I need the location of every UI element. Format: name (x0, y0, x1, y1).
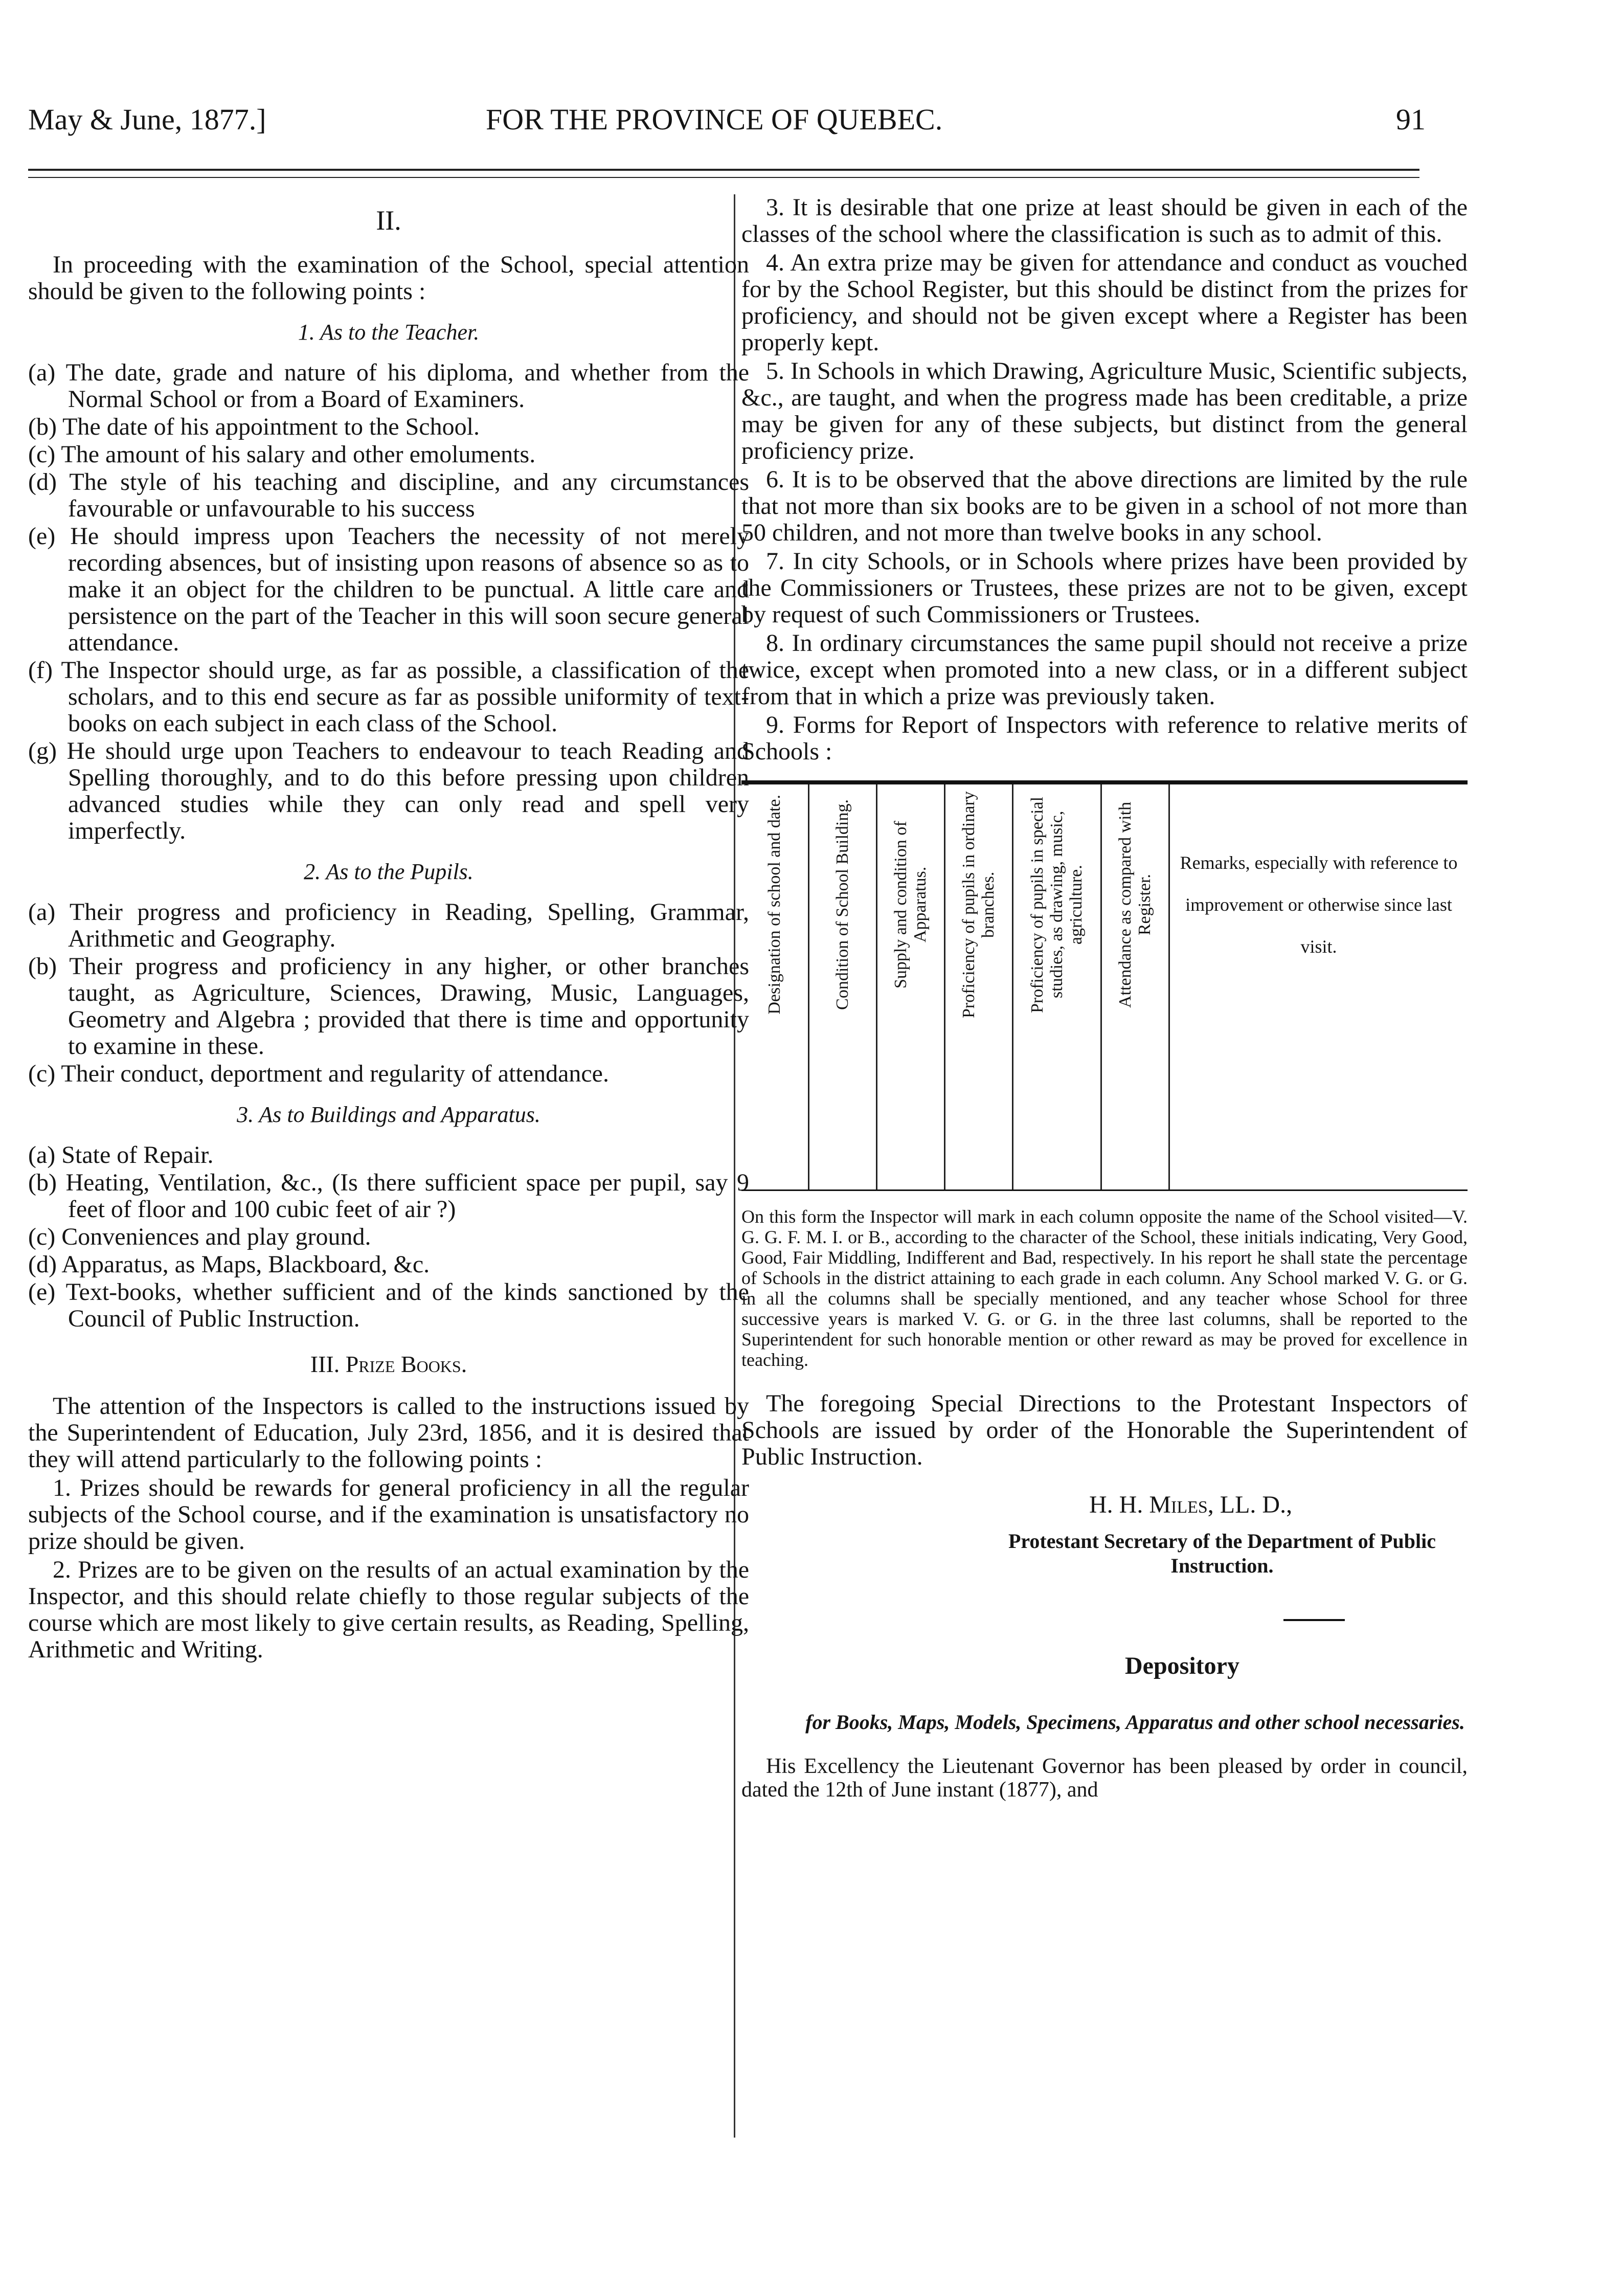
buildings-heading: 3. As to Buildings and Apparatus. (237, 1102, 540, 1127)
table-row (741, 1025, 1468, 1189)
form-cell (1013, 1025, 1101, 1189)
section-heading: II. (376, 205, 401, 236)
list-item: (c) The amount of his salary and other emoluments. (28, 441, 536, 468)
list-item: (d) Apparatus, as Maps, Blackboard, &c. (28, 1251, 430, 1278)
form-cell (741, 1025, 809, 1189)
prize-point: 3. It is desirable that one prize at least should be given in each of the classes of the school where the classification is such as to admit of this. (741, 194, 1468, 248)
prize-point: 8. In ordinary circumstances the same pupil should not receive a prize twice, except when promoted into a new class, or in a different subject from that in which a prize was previously taken. (741, 630, 1468, 710)
report-form-table (741, 780, 1468, 1191)
pupils-heading: 2. As to the Pupils. (304, 859, 473, 884)
header-rule-thin (28, 177, 1419, 178)
list-item: (a) Their progress and proficiency in Reading, Spelling, Grammar, Arithmetic and Geography. (28, 898, 750, 952)
page-number: 91 (1396, 103, 1426, 136)
form-cell (1169, 1025, 1468, 1189)
header-rule (28, 169, 1419, 171)
list-item: (g) He should urge upon Teachers to endeavour to teach Reading and Spelling thoroughly, and to do this before pressing upon children advanced studies while they can only read and spell very imperfectly. (28, 737, 750, 844)
left-column (28, 194, 749, 2167)
list-item: (b) The date of his appointment to the School. (28, 413, 480, 440)
form-cell (945, 1025, 1013, 1189)
prize-point: 5. In Schools in which Drawing, Agriculture Music, Scientific subjects, &c., are taught, and when the progress made has been creditable, a prize may be given for any of these subjects, but distinct from the general proficiency prize. (741, 357, 1468, 464)
form-column-header: Proficiency of pupils in ordinary branches. (945, 784, 1013, 1025)
depository-paragraph: His Excellency the Lieutenant Governor has been pleased by order in council, dated the 12th of June instant (1877), and (741, 1755, 1468, 1802)
signature-name: H. H. Miles, LL. D., (1089, 1491, 1293, 1518)
list-item: (e) Text-books, whether sufficient and of the kinds sanctioned by the Council of Public Instruction. (28, 1278, 749, 1332)
form-column-header: Designation of school and date. (741, 784, 809, 1025)
list-item: (b) Their progress and proficiency in any higher, or other branches taught, as Agriculture, Sciences, Drawing, Music, Languages, Geometry and Algebra ; provided that there is time and opportunity to examine in these. (28, 953, 749, 1060)
form-cell (1101, 1025, 1169, 1189)
prize-heading: III. Prize Books. (310, 1351, 467, 1377)
prize-intro: The attention of the Inspectors is called to the instructions issued by the Superintendent of Education, July 23rd, 1856, and it is desired that they will attend particularly to the following points : (28, 1392, 749, 1473)
signature-title: Protestant Secretary of the Department of Public Instruction. (1008, 1530, 1436, 1577)
form-cell (809, 1025, 877, 1189)
teacher-list (28, 360, 749, 844)
list-item: (f) The Inspector should urge, as far as possible, a classification of the scholars, and to this end secure as far as possible uniformity of text-books on each subject in each class of the School. (28, 657, 749, 737)
form-column-header: Proficiency of pupils in special studies, as drawing, music, agriculture. (1013, 784, 1101, 1025)
teacher-heading: 1. As to the Teacher. (298, 320, 480, 345)
form-remarks-header: Remarks, especially with reference to improvement or otherwise since last visit. (1180, 852, 1458, 957)
closing-paragraph: The foregoing Special Directions to the Protestant Inspectors of Schools are issued by order of the Honorable the Superintendent of Public Instruction. (741, 1390, 1468, 1470)
list-item: (c) Their conduct, deportment and regularity of attendance. (28, 1060, 609, 1087)
prize-point: 4. An extra prize may be given for attendance and conduct as vouched for by the School Register, but this should be distinct from the prizes for proficiency, and should not be given except where a Register has been properly kept. (741, 249, 1468, 356)
depository-heading: Depository (1125, 1652, 1239, 1679)
form-column-header: Attendance as compared with Register. (1101, 784, 1169, 1025)
form-note: On this form the Inspector will mark in each column opposite the name of the School visited—V. G. G. F. M. I. or B., according to the character of the School, these initials indicating, Very Good, Good, Fair Middling, Indifferent and Bad, respectively. In his report he shall state the percentage of Schools in the district attaining to each grade in each column. Any School marked V. G. or G. in all the columns shall be specially mentioned, and any teacher whose School for three successive years is marked V. G. or G. in the three last columns, shall be reported to the Superintendent for such honorable mention or other reward as may be proved for excellence in teaching. (741, 1206, 1468, 1370)
depository-subheading: for Books, Maps, Models, Specimens, Apparatus and other school necessaries. (805, 1711, 1465, 1734)
form-cell (877, 1025, 945, 1189)
list-item: (e) He should impress upon Teachers the necessity of not merely recording absences, but of insisting upon reasons of absence so as to make it an object for the children to be punctual. A little care and persistence on the part of the Teacher in this will soon secure general attendance. (28, 523, 750, 656)
right-column (741, 194, 1468, 2167)
list-item: (a) The date, grade and nature of his diploma, and whether from the Normal School or from a Board of Examiners. (28, 359, 749, 413)
list-item: (a) State of Repair. (28, 1141, 214, 1169)
header-title: FOR THE PROVINCE OF QUEBEC. (486, 103, 943, 136)
form-column-header: Condition of School Building. (809, 784, 877, 1025)
intro-paragraph: In proceeding with the examination of the School, special attention should be given to the following points : (28, 251, 749, 305)
pupils-list (28, 899, 749, 1087)
prize-point: 1. Prizes should be rewards for general proficiency in all the regular subjects of the School course, and if the examination is unsatisfactory no prize should be given. (28, 1474, 749, 1555)
list-item: (d) The style of his teaching and discipline, and any circumstances favourable or unfavourable to his success (28, 468, 749, 522)
prize-point: 2. Prizes are to be given on the results of an actual examination by the Inspector, and this should relate chiefly to those regular subjects of the course which are most likely to give certain results, as Reading, Spelling, Arithmetic and Writing. (28, 1556, 749, 1663)
header-date: May & June, 1877.] (28, 103, 266, 136)
separator-rule (1283, 1619, 1345, 1621)
form-column-header: Supply and condition of Apparatus. (877, 784, 945, 1025)
prize-point: 7. In city Schools, or in Schools where prizes have been provided by the Commissioners or Trustees, these prizes are not to be given, except by request of such Commissioners or Trustees. (741, 548, 1468, 628)
list-item: (c) Conveniences and play ground. (28, 1223, 371, 1250)
list-item: (b) Heating, Ventilation, &c., (Is there sufficient space per pupil, say 9 feet of floor and 100 cubic feet of air ?) (28, 1169, 749, 1223)
prize-point: 9. Forms for Report of Inspectors with reference to relative merits of Schools : (741, 711, 1468, 765)
buildings-list (28, 1142, 749, 1332)
prize-point: 6. It is to be observed that the above directions are limited by the rule that not more than six books are to be given in a school of not more than 50 children, and not more than twelve books in any school. (741, 466, 1468, 546)
